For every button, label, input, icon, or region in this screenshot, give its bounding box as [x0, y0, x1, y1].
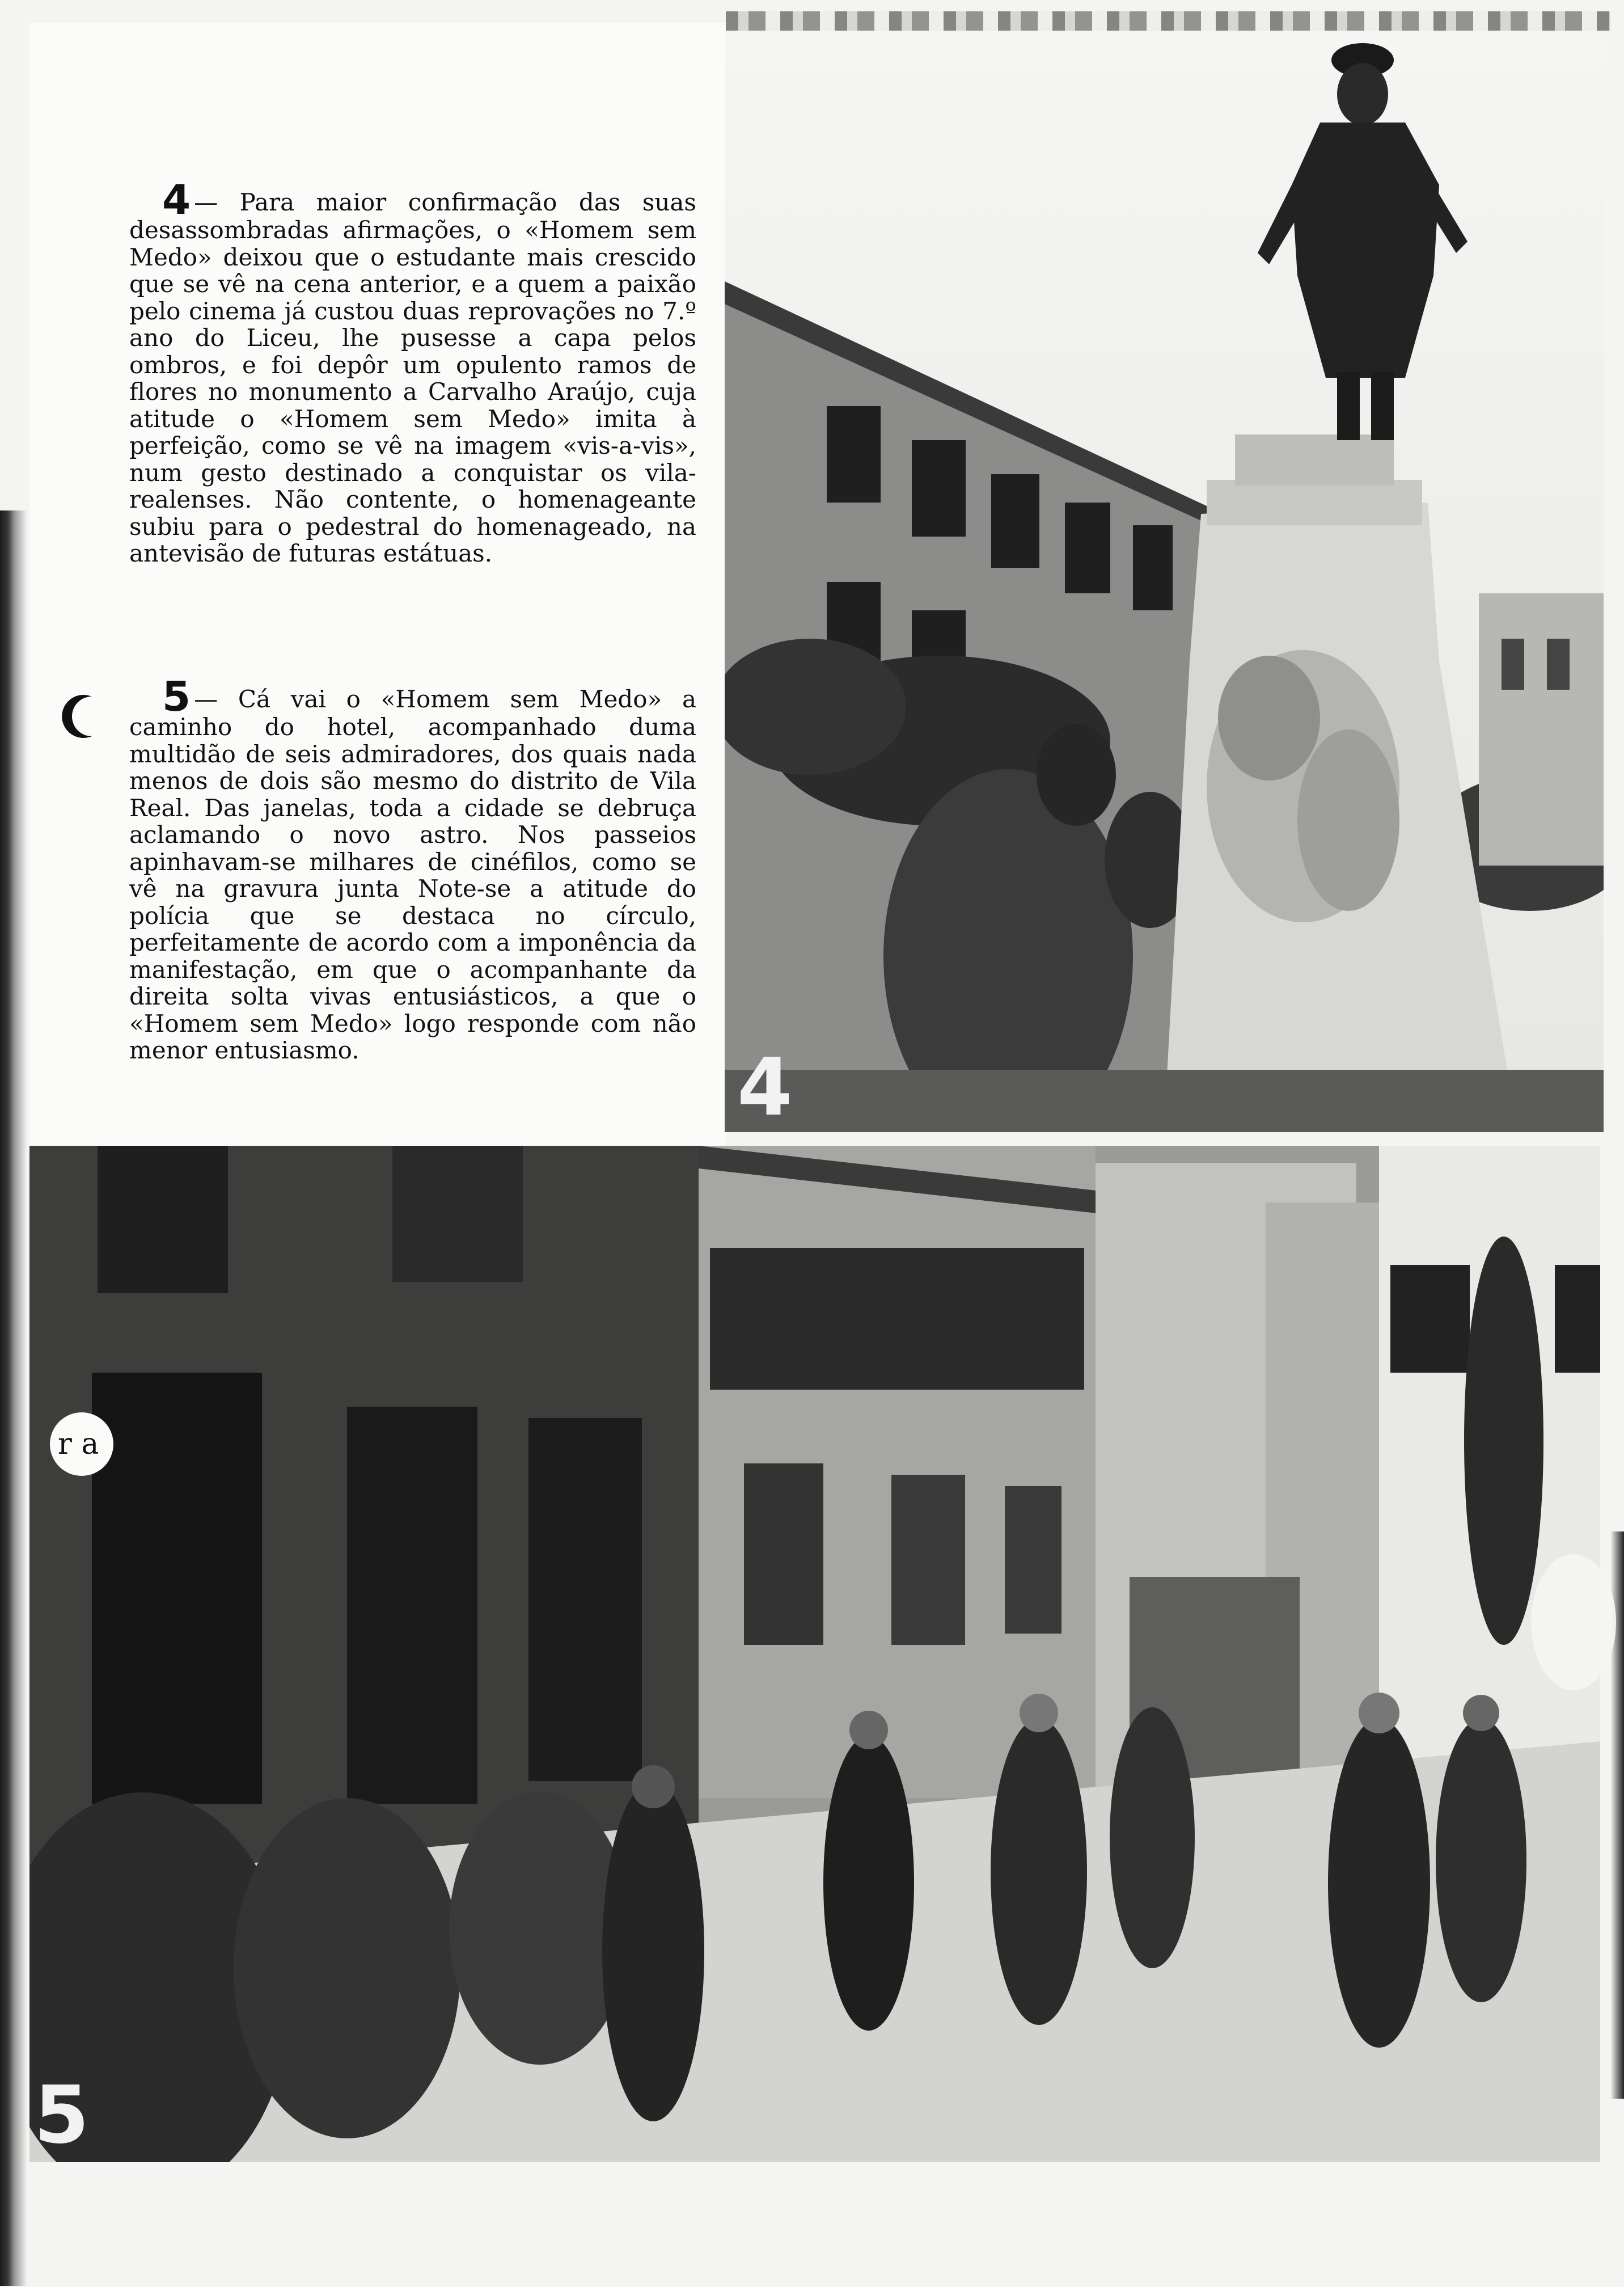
- photo-statue: [725, 37, 1604, 1132]
- margin-fragment: r a: [58, 1427, 99, 1461]
- caption-number: 5: [162, 673, 191, 720]
- caption-number: 4: [162, 176, 191, 223]
- caption-text: — Cá vai o «Homem sem Medo» a caminho do hotel, acompanhado duma multidão de seis admiradores, dos quais nada menos de dois são mesmo do distrito de Vila Real. Das janelas, toda a cidade se debruça aclamando o novo astro. Nos passeios apinhavam-se milhares de cinéfilos, como se vê na gravura junta Note-se a atitude do polícia que se destaca no círculo, perfeitamente de acordo com a imponência da manifestação, em que o acompanhante da direita solta vivas entusiásticos, a que o «Homem sem Medo» logo responde com não menor entusiasmo.: [129, 685, 696, 1064]
- caption-5: [129, 673, 696, 1064]
- scan-left-edge: [0, 510, 27, 2286]
- punch-hole-right: [1531, 1554, 1616, 1690]
- photo-number: 5: [34, 2069, 90, 2162]
- caption-4: [129, 176, 696, 567]
- photo-number: 4: [737, 1041, 793, 1132]
- photo-street-procession: [29, 1146, 1600, 2162]
- crescent-mark-icon: [58, 691, 109, 742]
- scan-top-strip: [726, 11, 1610, 31]
- caption-text: — Para maior confirmação das suas desassombradas afirmações, o «Homem sem Medo» deixou que o estudante mais crescido que se vê na cena anterior, e a quem a paixão pelo cinema já custou duas reprovações no 7.º ano do Liceu, lhe pusesse a capa pelos ombros, e foi depôr um opulento ramos de flores no monumento a Carvalho Araújo, cuja atitude o «Homem sem Medo» imita à perfeição, como se vê na imagem «vis-a-vis», num gesto destinado a conquistar os vila-realenses. Não contente, o homenageante subiu para o pedestral do homenageado, na antevisão de futuras estátuas.: [129, 188, 696, 567]
- punch-hole: [50, 1412, 113, 1476]
